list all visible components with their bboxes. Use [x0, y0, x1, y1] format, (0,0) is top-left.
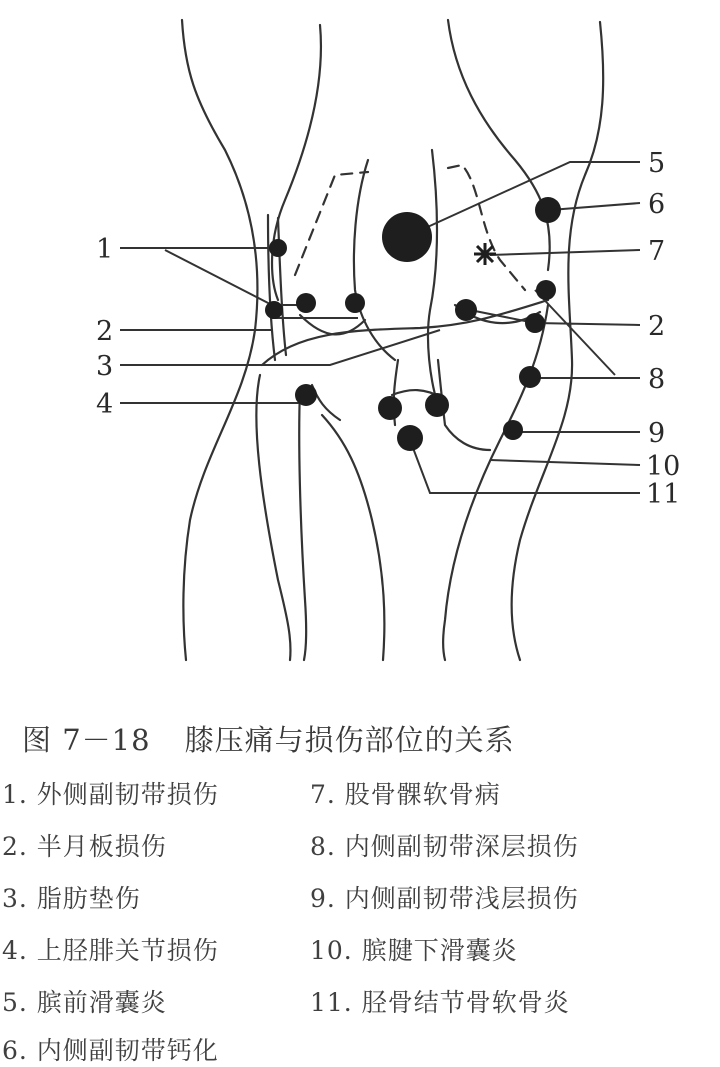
- legend-item-3: 3. 脂肪垫伤: [2, 884, 141, 913]
- callout-right-6: 6: [648, 189, 666, 220]
- marker-10-b: [425, 393, 449, 417]
- leader-11: [410, 440, 640, 493]
- leader-10: [490, 460, 640, 465]
- marker-10-a: [378, 396, 402, 420]
- callout-left-1: 1: [96, 234, 114, 265]
- marker-8-a: [536, 280, 556, 300]
- tibia-right: [443, 305, 548, 660]
- marker-2-right-b: [525, 313, 545, 333]
- legend-item-10: 10. 膑腱下滑囊炎: [310, 936, 518, 965]
- left-outer-contour: [182, 20, 257, 660]
- leader-1: [120, 248, 278, 305]
- leader-6: [550, 203, 640, 210]
- femur-right-edge: [448, 20, 550, 270]
- marker-6: [535, 197, 561, 223]
- marker-2-left-a: [296, 293, 316, 313]
- callout-right-2: 2: [648, 311, 666, 342]
- figure-caption: [22, 718, 702, 759]
- callout-left-2: 2: [96, 316, 114, 347]
- callout-right-9: 9: [648, 418, 666, 449]
- legend-item-5: 5. 膑前滑囊炎: [2, 988, 167, 1017]
- marker-7-asterisk: [474, 243, 496, 265]
- right-dashed-ligament: [448, 165, 525, 290]
- legend-item-9: 9. 内侧副韧带浅层损伤: [310, 884, 579, 913]
- marker-1-upper: [269, 239, 287, 257]
- patella-inner: [428, 150, 438, 405]
- callout-right-5: 5: [648, 148, 666, 179]
- marker-4: [295, 384, 317, 406]
- right-outer-contour: [512, 22, 603, 660]
- legend-item-11: 11. 胫骨结节骨软骨炎: [310, 988, 570, 1017]
- left-dashed-ligament: [295, 172, 368, 275]
- tibia-left: [322, 415, 384, 660]
- legend-item-2: 2. 半月板损伤: [2, 832, 167, 861]
- legend-item-8: 8. 内侧副韧带深层损伤: [310, 832, 579, 861]
- marker-8-b: [519, 366, 541, 388]
- leader-2-right: [470, 290, 640, 375]
- fibula-left: [256, 375, 290, 660]
- callout-right-7: 7: [648, 236, 666, 267]
- callout-left-4: 4: [96, 389, 114, 420]
- tibia-inner-curve: [312, 385, 340, 420]
- leader-7: [490, 250, 640, 255]
- marker-5: [382, 212, 432, 262]
- legend-item-1: 1. 外侧副韧带损伤: [2, 780, 219, 809]
- callout-right-8: 8: [648, 364, 666, 395]
- figure-number: 图 7－18: [22, 723, 151, 757]
- marker-1-lower: [265, 301, 283, 319]
- marker-2-right-a: [455, 299, 477, 321]
- fibula-right: [299, 390, 306, 660]
- callout-right-11: 11: [646, 479, 681, 510]
- figure-title: 膝压痛与损伤部位的关系: [184, 723, 515, 757]
- marker-11: [397, 425, 423, 451]
- legend-item-7: 7. 股骨髁软骨病: [310, 780, 501, 809]
- callout-left-3: 3: [96, 351, 114, 382]
- leader-2-left: [120, 305, 358, 330]
- lateral-ligament-2: [278, 218, 286, 355]
- leader-3: [120, 330, 440, 365]
- legend-item-4: 4. 上胫腓关节损伤: [2, 936, 219, 965]
- marker-9: [503, 420, 523, 440]
- legend-item-6: 6. 内侧副韧带钙化: [2, 1036, 219, 1065]
- callout-right-10: 10: [646, 451, 681, 482]
- marker-2-left-b: [345, 293, 365, 313]
